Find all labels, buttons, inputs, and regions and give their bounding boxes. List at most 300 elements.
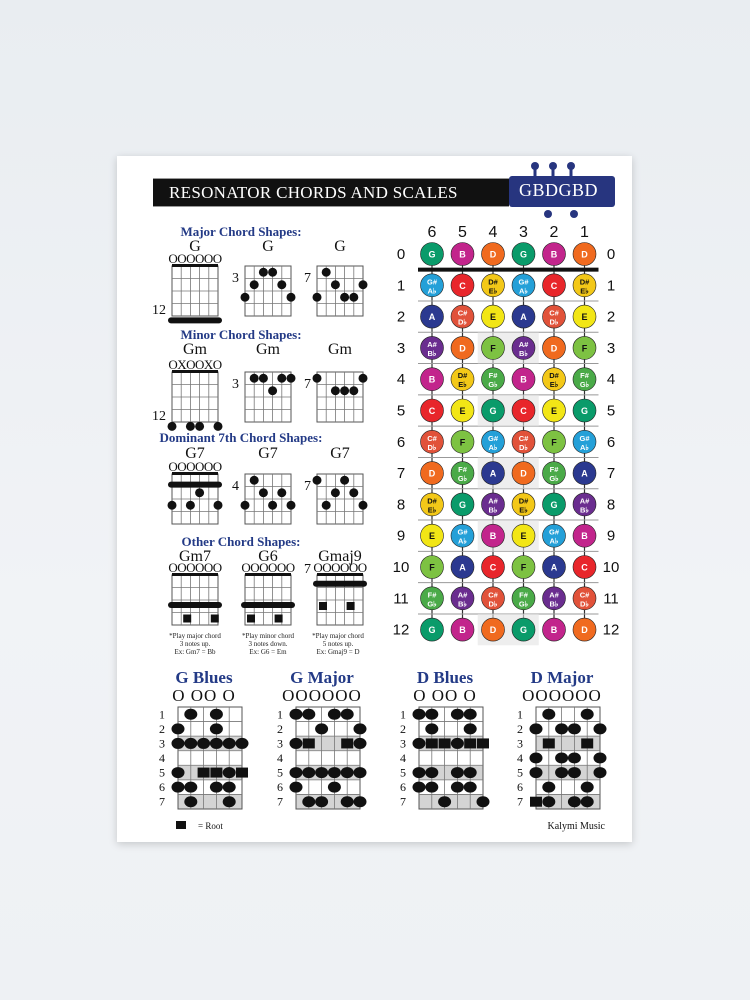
scale-note-dot (542, 796, 555, 807)
note-enharmonic: A♭ (427, 286, 437, 296)
chord-finger-dot (322, 268, 331, 277)
scale-fret-number: 2 (159, 721, 165, 736)
scale-root-square (426, 738, 438, 748)
note-enharmonic: D♭ (427, 442, 437, 452)
tuning-label: GBDGBD (519, 180, 599, 200)
chord-finger-dot (195, 488, 204, 497)
root-legend-label: = Root (198, 821, 223, 831)
scale-note-dot (184, 709, 197, 720)
scale-note-dot (290, 767, 303, 778)
fret-number-right: 8 (606, 496, 616, 514)
scale-note-dot (464, 709, 477, 720)
note-label: D (459, 343, 466, 354)
scale-note-dot (413, 738, 426, 749)
chord-name: G (334, 238, 346, 255)
note-label: E (581, 312, 588, 323)
fret-position-number: 3 (232, 271, 239, 286)
scale-fret-number: 7 (517, 794, 523, 809)
scale-fret-number: 1 (517, 707, 523, 722)
note-label: E (550, 406, 558, 416)
scale-note-dot (464, 767, 477, 778)
scale-fret-number: 4 (159, 751, 165, 765)
scale-note-dot (223, 782, 236, 793)
chord-finger-dot (268, 386, 277, 395)
note-label: D# (579, 277, 590, 287)
scale-title: G Blues (175, 668, 233, 687)
chord-finger-dot (241, 293, 250, 302)
scale-note-dot (530, 767, 543, 778)
scale-note-dot (315, 796, 328, 807)
chord-name: G7 (185, 445, 205, 462)
note-label: G (519, 625, 528, 636)
scale-note-dot (184, 796, 197, 807)
note-label: B (581, 531, 588, 542)
chord-finger-dot (331, 280, 340, 289)
fret-number-left: 6 (396, 433, 406, 451)
scale-note-dot (451, 738, 464, 749)
note-enharmonic: E♭ (549, 380, 559, 390)
note-enharmonic: B♭ (519, 348, 528, 358)
scale-root-square (477, 738, 489, 748)
chord-finger-dot (313, 374, 322, 383)
scale-note-dot (581, 709, 594, 720)
fret-number-left: 4 (396, 371, 406, 389)
scale-fret-number: 3 (277, 736, 283, 751)
fret-number-right: 9 (606, 527, 616, 545)
note-label: F (551, 437, 557, 448)
chord-finger-dot (250, 374, 259, 383)
string-number: 2 (549, 224, 559, 241)
note-label: A# (427, 339, 437, 349)
note-label: C# (549, 308, 559, 318)
chord-finger-dot (168, 501, 177, 510)
chord-finger-dot (250, 280, 259, 289)
note-label: G# (457, 527, 468, 537)
chord-finger-dot (268, 268, 277, 277)
note-label: C# (579, 590, 590, 600)
scale-note-dot (302, 796, 315, 807)
note-enharmonic: A♭ (488, 442, 498, 452)
fret-number-left: 3 (396, 339, 406, 357)
note-label: E (459, 406, 466, 416)
scale-root-square (581, 738, 593, 748)
note-label: F# (549, 465, 559, 475)
tuning-peg-icon (544, 210, 552, 218)
scale-fret-number: 3 (400, 736, 406, 751)
note-label: G (428, 249, 436, 260)
fret-position-number: 7 (304, 562, 311, 577)
chord-name: G (189, 238, 201, 255)
fret-number-right: 0 (606, 246, 616, 263)
fret-number-right: 10 (602, 559, 620, 576)
scale-note-dot (341, 767, 354, 778)
scale-root-square (236, 768, 248, 778)
fretboard-nut (418, 268, 599, 272)
note-label: A# (488, 496, 498, 506)
scale-title: D Blues (416, 668, 474, 687)
note-enharmonic: G♭ (488, 380, 498, 390)
chord-section-heading: Major Chord Shapes: (180, 224, 302, 239)
note-label: A (520, 312, 527, 323)
scale-note-dot (555, 723, 568, 734)
scale-note-dot (425, 709, 438, 720)
scale-root-square (543, 738, 555, 748)
chord-name: Gm (328, 341, 352, 358)
chord-finger-dot (359, 280, 368, 289)
scale-fret-number: 6 (159, 780, 165, 795)
scale-note-dot (223, 767, 236, 778)
note-enharmonic: D♭ (458, 317, 467, 327)
note-label: F (520, 562, 527, 573)
chord-finger-dot (287, 293, 296, 302)
scale-fret-number: 1 (277, 707, 283, 722)
fret-position-number: 7 (304, 271, 311, 286)
note-label: D# (488, 277, 498, 287)
chord-name: G6 (258, 548, 278, 565)
string-number: 1 (580, 224, 589, 241)
note-label: D (520, 468, 527, 479)
scale-note-dot (425, 723, 438, 734)
scale-note-dot (413, 782, 426, 793)
scale-note-dot (184, 782, 197, 793)
note-label: G (550, 499, 558, 510)
chord-name: G7 (330, 445, 350, 462)
note-label: F# (488, 371, 498, 381)
scale-note-dot (236, 738, 249, 749)
scale-title: G Major (290, 668, 354, 687)
note-label: E (428, 531, 436, 542)
chord-finger-dot (214, 501, 223, 510)
scale-open-strings: O OO O (413, 686, 477, 705)
fret-number-right: 1 (606, 277, 616, 295)
chord-finger-dot (349, 386, 358, 395)
note-enharmonic: A♭ (519, 286, 528, 296)
fret-number-left: 2 (396, 308, 406, 326)
scale-fret-number: 2 (517, 721, 523, 736)
scale-note-dot (464, 723, 477, 734)
chord-footnote: 3 notes down. (248, 640, 288, 648)
note-enharmonic: E♭ (580, 286, 589, 296)
string-number: 6 (427, 224, 437, 241)
fret-number-right: 6 (606, 433, 616, 451)
string-number: 5 (458, 224, 467, 241)
chord-barre (313, 581, 367, 587)
note-enharmonic: G♭ (579, 380, 590, 390)
chord-finger-dot (277, 374, 286, 383)
chord-open-strings: OXOOXO (168, 357, 222, 372)
scale-grid (419, 707, 483, 809)
chord-finger-dot (259, 488, 268, 497)
note-label: C (459, 280, 466, 291)
scale-note-dot (184, 738, 197, 749)
chord-footnote: 3 notes up. (179, 640, 211, 648)
chord-root-square (347, 602, 355, 610)
scale-note-dot (302, 709, 315, 720)
chord-finger-dot (277, 280, 286, 289)
note-enharmonic: D♭ (549, 317, 559, 327)
scale-fret-number: 1 (400, 707, 406, 722)
scale-note-dot (568, 767, 581, 778)
string-number: 3 (519, 224, 528, 241)
fret-position-number: 12 (152, 409, 166, 424)
note-label: F (581, 343, 588, 354)
note-label: G# (487, 433, 499, 443)
note-label: B (550, 625, 558, 636)
chord-section-heading: Other Chord Shapes: (181, 534, 301, 549)
fret-position-number: 12 (152, 303, 166, 318)
scale-note-dot (555, 753, 568, 764)
scale-note-dot (172, 723, 185, 734)
scale-note-dot (594, 767, 607, 778)
chord-finger-dot (349, 488, 358, 497)
scale-root-square (530, 797, 542, 807)
fret-number-left: 0 (396, 246, 406, 263)
fret-number-right: 5 (606, 402, 616, 420)
fret-number-left: 12 (392, 621, 410, 639)
scale-note-dot (413, 709, 426, 720)
note-label: G# (548, 527, 560, 537)
scale-note-dot (464, 782, 477, 793)
tuning-peg-icon (570, 210, 578, 218)
scale-note-dot (341, 796, 354, 807)
note-enharmonic: G♭ (549, 474, 559, 484)
note-label: A# (518, 339, 529, 349)
note-enharmonic: E♭ (427, 505, 437, 515)
scale-note-dot (451, 767, 464, 778)
scale-fret-number: 6 (277, 780, 283, 795)
note-label: A (581, 468, 588, 479)
note-enharmonic: B♭ (549, 599, 559, 609)
chord-name: Gmaj9 (318, 548, 362, 565)
fret-position-number: 7 (304, 479, 311, 494)
note-enharmonic: E♭ (488, 286, 498, 296)
scale-note-dot (425, 782, 438, 793)
scale-note-dot (568, 753, 581, 764)
chord-root-square (211, 615, 219, 623)
fret-number-left: 9 (396, 527, 406, 545)
note-label: C# (427, 433, 437, 443)
note-label: E (489, 312, 497, 323)
note-enharmonic: D♭ (519, 442, 528, 452)
scale-note-dot (451, 709, 464, 720)
chord-root-square (319, 602, 327, 610)
note-label: C (428, 406, 436, 416)
note-enharmonic: D♭ (488, 599, 498, 609)
chord-section-heading: Dominant 7th Chord Shapes: (159, 430, 323, 445)
note-label: G (428, 625, 436, 636)
chord-barre (241, 602, 295, 608)
note-label: F# (580, 371, 589, 381)
note-label: C# (488, 590, 498, 600)
scale-grid (178, 707, 242, 809)
scale-open-strings: OOOOOO (522, 686, 602, 705)
chord-finger-dot (340, 293, 349, 302)
note-label: B (459, 625, 466, 636)
note-label: A# (549, 590, 559, 600)
fret-number-left: 7 (396, 465, 406, 483)
scale-note-dot (354, 723, 367, 734)
fret-number-left: 8 (396, 496, 406, 514)
note-label: C (550, 280, 558, 291)
note-label: D# (549, 371, 559, 381)
tuning-peg-icon (567, 162, 575, 170)
scale-root-square (464, 738, 476, 748)
scale-note-dot (594, 723, 607, 734)
chord-footnote: Ex: Gmaj9 = D (316, 648, 360, 656)
chord-finger-dot (359, 501, 368, 510)
chord-open-strings: OOOOOO (168, 560, 222, 575)
scale-fret-number: 3 (159, 736, 165, 751)
chord-barre (168, 317, 222, 323)
note-enharmonic: D♭ (580, 599, 589, 609)
note-label: A# (457, 590, 468, 600)
note-label: F# (458, 465, 467, 475)
note-label: D (489, 625, 497, 636)
tuning-peg-icon (531, 162, 539, 170)
chord-open-strings: OOOOOO (313, 560, 367, 575)
scale-note-dot (223, 796, 236, 807)
note-label: D (550, 343, 558, 354)
scale-fret-number: 6 (517, 780, 523, 795)
note-label: F (490, 343, 496, 354)
chord-open-strings: OOOOOO (241, 560, 295, 575)
note-label: B (550, 249, 558, 260)
scale-note-dot (477, 796, 490, 807)
fret-number-right: 12 (602, 621, 620, 639)
note-label: D (428, 468, 436, 479)
scale-note-dot (542, 709, 555, 720)
note-enharmonic: A♭ (549, 536, 559, 546)
chord-finger-dot (359, 374, 368, 383)
note-label: A (489, 468, 497, 479)
note-label: B (520, 374, 527, 385)
scale-fret-number: 5 (400, 765, 406, 780)
chord-finger-dot (287, 374, 296, 383)
chord-finger-dot (340, 476, 349, 485)
root-legend-square (176, 821, 186, 829)
note-enharmonic: B♭ (580, 505, 589, 515)
fret-number-left: 10 (392, 559, 410, 576)
scale-fret-number: 2 (277, 721, 283, 736)
chord-barre (168, 602, 222, 608)
scale-note-dot (354, 738, 367, 749)
scale-title: D Major (530, 668, 594, 687)
scale-note-dot (594, 753, 607, 764)
chord-finger-dot (277, 488, 286, 497)
chord-finger-dot (313, 293, 322, 302)
note-label: D# (518, 496, 529, 506)
note-enharmonic: B♭ (488, 505, 498, 515)
scale-fret-number: 5 (159, 765, 165, 780)
note-label: C (489, 562, 497, 573)
fret-number-right: 11 (603, 590, 619, 608)
scale-note-dot (210, 723, 223, 734)
note-label: G (489, 406, 497, 416)
note-enharmonic: G♭ (457, 474, 468, 484)
scale-fret-number: 7 (277, 794, 283, 809)
note-label: E (520, 531, 527, 542)
chord-footnote: Ex: Gm7 = Bb (174, 648, 216, 656)
scale-fret-number: 7 (159, 794, 165, 809)
scale-note-dot (290, 709, 303, 720)
scale-note-dot (413, 767, 426, 778)
note-label: G (580, 406, 589, 416)
scale-note-dot (172, 782, 185, 793)
note-label: A (459, 562, 466, 573)
scale-fret-number: 5 (277, 765, 283, 780)
scale-note-dot (290, 782, 303, 793)
scale-note-dot (172, 767, 185, 778)
chord-finger-dot (322, 501, 331, 510)
scale-note-dot (172, 738, 185, 749)
scale-note-dot (210, 709, 223, 720)
note-label: A# (579, 496, 590, 506)
scale-note-dot (223, 738, 236, 749)
note-enharmonic: G♭ (427, 599, 437, 609)
fret-position-number: 4 (232, 479, 239, 494)
scale-note-dot (328, 782, 341, 793)
fret-number-right: 4 (606, 371, 616, 389)
scale-note-dot (315, 767, 328, 778)
scale-note-dot (568, 723, 581, 734)
chord-finger-dot (259, 374, 268, 383)
scale-fret-number: 4 (400, 751, 406, 765)
note-label: G (519, 249, 528, 260)
note-label: B (459, 249, 466, 260)
scale-note-dot (341, 709, 354, 720)
note-label: C# (518, 433, 529, 443)
note-label: C (581, 562, 588, 573)
note-label: D (581, 249, 588, 260)
scale-root-square (439, 738, 451, 748)
scale-note-dot (438, 796, 451, 807)
scale-note-dot (530, 723, 543, 734)
credit-label: Kalymi Music (547, 821, 605, 832)
note-label: A (550, 562, 558, 573)
tuning-peg-icon (549, 162, 557, 170)
fret-number-right: 7 (606, 465, 616, 483)
chord-name: Gm (256, 341, 280, 358)
note-label: F (429, 562, 435, 573)
scale-note-dot (581, 796, 594, 807)
chord-finger-dot (331, 488, 340, 497)
scale-fret-number: 7 (400, 794, 406, 809)
chord-finger-dot (186, 501, 195, 510)
note-label: C (520, 406, 527, 416)
note-label: F (459, 437, 466, 448)
chord-section-heading: Minor Chord Shapes: (180, 327, 302, 342)
fret-number-right: 3 (606, 339, 616, 357)
scale-fret-number: 6 (400, 780, 406, 795)
scale-note-dot (210, 738, 223, 749)
scale-fret-number: 4 (277, 751, 283, 765)
chord-name: G (262, 238, 274, 255)
chord-root-square (247, 615, 255, 623)
string-number: 4 (488, 224, 498, 241)
chord-footnote: Ex: G6 = Em (249, 648, 287, 656)
scale-note-dot (451, 782, 464, 793)
scale-fret-number: 3 (517, 736, 523, 751)
note-enharmonic: B♭ (458, 599, 467, 609)
note-enharmonic: G♭ (518, 599, 529, 609)
chord-name: Gm7 (179, 548, 211, 565)
note-label: F# (519, 590, 528, 600)
chord-open-strings: OOOOOO (168, 459, 222, 474)
fret-position-number: 3 (232, 377, 239, 392)
scale-fret-number: 1 (159, 707, 165, 722)
note-enharmonic: E♭ (458, 380, 467, 390)
scale-fret-number: 2 (400, 721, 406, 736)
